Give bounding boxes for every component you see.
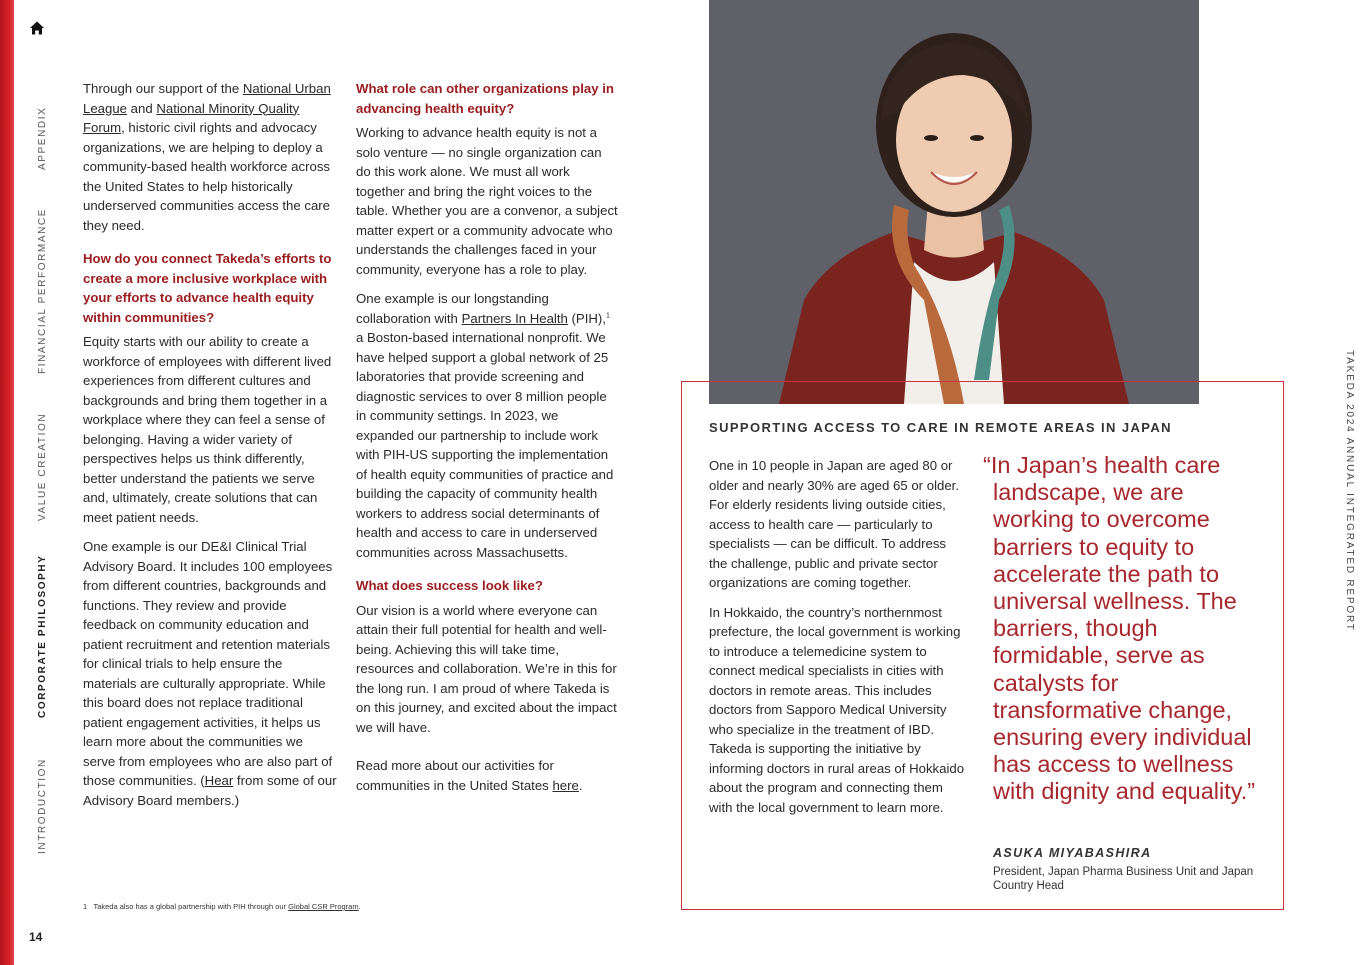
- footnote-ref: 1: [605, 312, 610, 320]
- link-here[interactable]: here: [552, 777, 579, 793]
- paragraph: Through our support of the National Urban League and National Minority Quality Forum, historic civil rights and advocacy organizations, we are helping to deploy a community-based health workforce across the United States to help historically underserved communities access the care they need.: [83, 81, 331, 233]
- pull-quote: [983, 452, 1263, 806]
- link-national-minority-quality-forum[interactable]: National Minority Quality Forum: [83, 100, 300, 135]
- portrait-illustration: [709, 0, 1199, 404]
- footnote: 1 Takeda also has a global partnership with PIH through our Global CSR Program.: [83, 902, 361, 911]
- quote-author-role: President, Japan Pharma Business Unit and Japan Country Head: [993, 866, 1254, 892]
- text-column-2: [356, 79, 618, 805]
- portrait-photo: [709, 0, 1199, 404]
- feature-box-text: [709, 456, 967, 827]
- paragraph: One example is our DE&I Clinical Trial Advisory Board. It includes 100 employees from different countries, backgrounds and functions. They review and provide feedback on community education and patient recruitment and retention materials for clinical trials to help ensure the materials are culturally appropriate. While this board does not replace traditional patient engagement activities, it helps us learn more about the communities we serve from employees who are also part of those communities. (Hear from some of our Advisory Board members.): [83, 539, 337, 808]
- paragraph: In Hokkaido, the country’s northernmost prefecture, the local government is working to introduce a telemedicine system to connect medical specialists in cities with doctors in remote areas. This includes doctors from Sapporo Medical University who specialize in the treatment of IBD. Takeda is supporting the initiative by informing doctors in rural areas of Hokkaido about the program and connecting them with the local government to learn more.: [709, 604, 965, 815]
- nav-item-financial-performance[interactable]: FINANCIAL PERFORMANCE: [37, 207, 48, 374]
- paragraph: One example is our longstanding collaboration with Partners In Health (PIH),$^1$ a Boston-based international nonprofit. We have helped support a global network of 25 laboratories that provide screening and diagnostic services to over 8 million people in community settings. In 2023, we expanded our partnership to include work with PIH-US supporting the implementation of health equity communities of practice and building the capacity of community health workers to address social determinants of health and access to care in underserved communities across Massachusetts.: [356, 291, 614, 560]
- link-hear[interactable]: Hear: [204, 773, 234, 788]
- paragraph: One in 10 people in Japan are aged 80 or older and nearly 30% are aged 65 or older. For elderly residents living outside cities, access to health care — particularly to specialists — can be difficult. To address the challenge, public and private sector organizations are coming together.: [709, 458, 960, 590]
- paragraph: Equity starts with our ability to create a workforce of employees with different lived experiences from different cultures and backgrounds and bring them together in a workplace where they can feel a sense of belonging. Having a wider variety of perspectives helps us think differently, better understand the patients we serve and, ultimately, create solutions that can meet patient needs.: [83, 334, 332, 525]
- paragraph: Our vision is a world where everyone can attain their full potential for health and well-being. Achieving this will take time, resources and collaboration. We’re in this for the long run. I am proud of where Takeda is on this journey, and excited about the impact we will have.: [356, 602, 617, 735]
- link-global-csr-program[interactable]: Global CSR Program: [288, 902, 359, 911]
- section-nav: [0, 0, 70, 965]
- paragraph: Read more about our activities for communities in the United States here.: [356, 758, 583, 793]
- link-partners-in-health[interactable]: Partners In Health: [461, 310, 568, 326]
- nav-item-introduction[interactable]: INTRODUCTION: [37, 758, 48, 854]
- text-column-1: [83, 79, 338, 820]
- page-number: 14: [29, 930, 43, 944]
- report-title: TAKEDA 2024 ANNUAL INTEGRATED REPORT: [1344, 350, 1355, 632]
- section-heading: How do you connect Takeda’s efforts to create a more inclusive workplace with your efforts to advance health equity within communities?: [83, 251, 332, 325]
- nav-item-corporate-philosophy[interactable]: CORPORATE PHILOSOPHY: [37, 554, 48, 718]
- nav-item-value-creation[interactable]: VALUE CREATION: [37, 412, 48, 521]
- paragraph: Working to advance health equity is not a solo venture — no single organization can do this work alone. We must all work together and bring the right voices to the table. Whether you are a convenor, a subject matter expert or a community advocate who understands the challenges faced in your community, everyone has a role to play.: [356, 125, 618, 277]
- nav-item-appendix[interactable]: APPENDIX: [37, 106, 48, 170]
- link-national-urban-league[interactable]: National Urban League: [83, 81, 331, 116]
- section-heading: What role can other organizations play in advancing health equity?: [356, 81, 614, 116]
- quote-author: ASUKA MIYABASHIRA: [993, 846, 1152, 860]
- pull-quote-text: “In Japan’s health care landscape, we are working to overcome barriers to equity to accelerate the path to universal wellness. The barriers, though formidable, serve as catalysts for transformative change, ensuring every individual has access to wellness with dignity and equality.”: [983, 452, 1256, 805]
- feature-box-title: SUPPORTING ACCESS TO CARE IN REMOTE AREAS IN JAPAN: [709, 420, 1172, 435]
- section-heading: What does success look like?: [356, 578, 543, 593]
